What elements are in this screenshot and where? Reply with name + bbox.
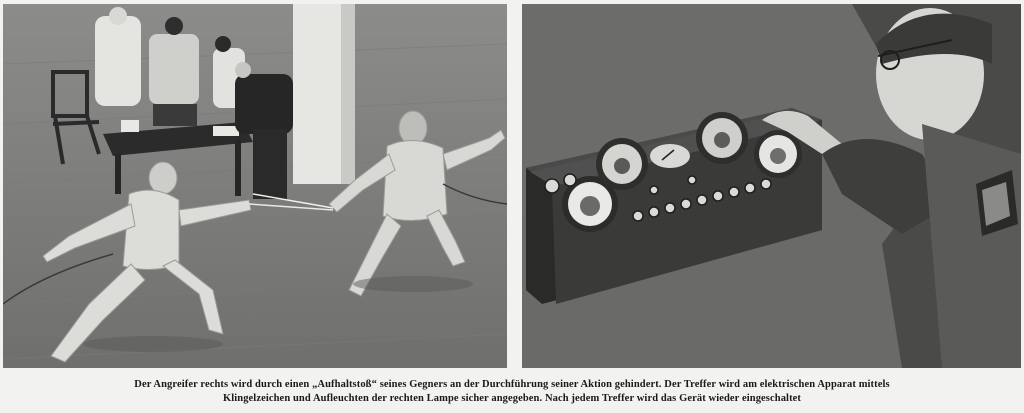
fencing-bout-illustration (3, 4, 507, 368)
lamp-right (754, 130, 802, 178)
caption-line-2: Klingelzeichen und Aufleuchten der rechten Lampe sicher angegeben. Nach jedem Treffer wird das Gerät wieder eingeschaltet (222, 392, 802, 404)
photo-caption (0, 378, 1024, 405)
scoring-apparatus-illustration (522, 4, 1021, 368)
gauge (650, 144, 690, 168)
meter-center (596, 138, 648, 190)
scoring-apparatus-photo (522, 4, 1021, 368)
meter-right (696, 112, 748, 164)
fencing-bout-photo (3, 4, 507, 368)
caption-line-1: Der Angreifer rechts wird durch einen „Aufhaltstoß“ seines Gegners an der Durchführung seiner Aktion gehindert. Der Treffer wird am elektrischen Apparat mittels (134, 379, 890, 390)
